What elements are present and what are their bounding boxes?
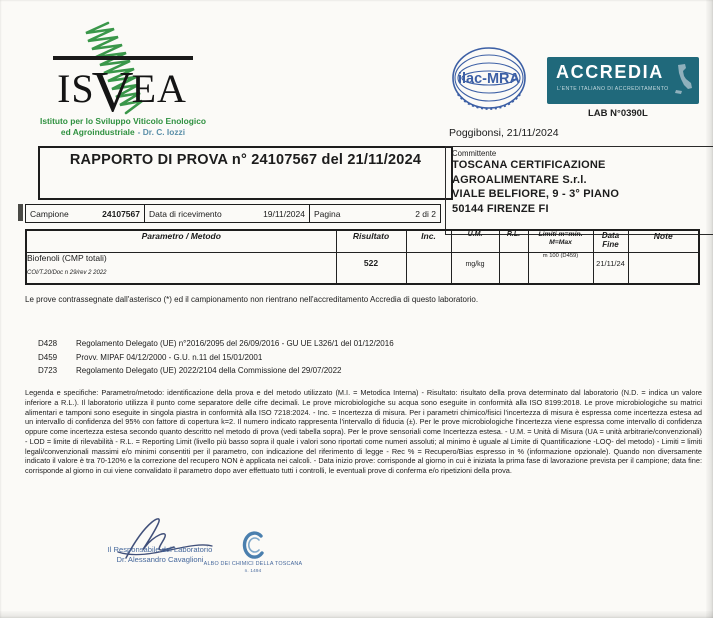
ilac-mra-label: ilac-MRA [457,71,521,87]
parametro-name: Biofenoli (CMP totali) [27,253,107,263]
albo-chimici-number: n. 1494 [244,567,262,573]
sample-info-bar [25,204,441,223]
cell-limiti: m 100 (D459) [528,253,593,285]
accreditation-note: Le prove contrassegnate dall'asterisco (*) ed il campionamento non rientrano nell'accreditamento Accredia di questo laboratorio. [25,295,479,304]
institute-name [3,116,243,138]
ricevimento-cell [144,205,309,222]
lab-manager-name: Dr. Alessandro Cavaglioni [116,554,204,564]
col-um: U.M. [451,230,499,253]
albo-chimici-label: ALBO DEI CHIMICI DELLA TOSCANA [203,561,303,567]
cell-data-fine: 21/11/24 [593,253,628,285]
logo-text-ea: EA [131,66,187,111]
col-rl: R.L. [499,230,528,253]
scan-artifact [18,204,23,221]
col-parametro-metodo: Parametro / Metodo [26,230,336,253]
committente-name-line2: AGROALIMENTARE S.r.l. [452,173,587,186]
institute-director: - Dr. C. Iozzi [137,127,186,137]
albo-chimici-logo-icon [240,530,266,560]
ilac-mra-stamp-icon [450,46,528,112]
report-title-box [38,146,453,200]
cell-um: mg/kg [451,253,499,285]
pagina-cell [309,205,440,222]
scan-edge-bottom [0,611,713,618]
col-note: Note [628,230,699,253]
committente-address: VIALE BELFIORE, 9 - 3° PIANO [452,188,620,200]
accredia-wordmark: ACCREDIA [556,62,664,82]
ricevimento-value: 19/11/2024 [263,208,305,219]
method-references [38,337,678,378]
col-data-fine: Data Fine [593,230,628,253]
place-and-date: Poggibonsi, 21/11/2024 [449,127,559,139]
pagina-label: Pagina [314,208,341,219]
col-risultato: Risultato [336,230,406,253]
committente-name-line1: TOSCANA CERTIFICAZIONE [452,159,606,171]
italy-map-icon [674,64,694,96]
campione-label: Campione [30,208,69,219]
logo-text-is: IS [57,66,95,111]
legend-text: Legenda e specifiche: Parametro/metodo: identificazione della prova e del metodo utilizzato (M.I. = Metodica Interna) - Risultato: risultato della prova determinato dal laboratorio (N.D. = indica un valore inferiore a R.L.). Il laboratorio utilizza il punto come separatore delle cifre decimali. Le prove microbiologiche su acqua sono eseguite in conformità alla ISO 8199:2018. Le prove microbiologiche su matrici alimentari e tamponi sono eseguite in singola piastra in conformità alla ISO 7218:2024. - Inc. = Incertezza di misura. Per i parametri chimico/fisici l'incertezza di misura è espressa come incertezza estesa ad un intervallo di confidenza del 95% con fattore di copertura k=2. Il numero indicato rappresenta l'intervallo di fiducia (±). Per le prove microbiologiche l'incertezza viene espressa come intervallo di confidenza oppure come incertezza estesa secondo quanto descritto nel metodo di prova (vedi tabella sopra). Per le prove sensoriali come Incertezza estesa. - U.M. = Unità di Misura (UA = unità arbitrarie/convenzionali) - LOD = limite di rilevabilità - R.L. = Reporting Limit (livello più basso sopra il quale i valori sono riportati come numeri assoluti; al minimo è uguale al Limite di Quantificazione -LOQ- del metodo) - Limiti = limiti legali/convenzionali massimi e/o minimi consentiti per il parametro, con indicazione del riferimento di legge - Rec % = Recupero/Bias espresso in % (informazione opzionale). Quando non diversamente indicato il valore è tra 70-120% e la correzione del recupero NON è applicata nei calcoli. - Data inizio prove: corrisponde al giorno in cui è iniziata la prima fase di lavorazione prevista per il campione; data fine: corrisponde al giorno in cui viene convalidato il parametro dopo aver effettuato tutti i controlli, le eventuali prove di conferma e/o ripetizioni della prova. [25,388,702,475]
pagina-value: 2 di 2 [415,208,436,219]
results-header-row [26,230,699,253]
cell-parametro [26,253,336,285]
reference-d428: D428 Regolamento Delegato (UE) n°2016/2095 del 26/09/2016 - GU UE L326/1 del 01/12/2016 [38,339,394,348]
reference-d459: D459 Provv. MIPAF 04/12/2000 - G.U. n.11 del 15/01/2001 [38,352,263,362]
cell-note [628,253,699,285]
campione-cell [26,205,144,222]
cell-risultato: 522 [336,253,406,285]
metodo-reference: COI/T.20/Doc n 29/rev 2 2022 [27,270,107,276]
results-table [25,229,700,285]
accredia-logo [547,57,699,104]
lab-manager-title: Il Responsabile del Laboratorio [107,545,213,554]
institute-line2: ed Agroindustriale - Dr. C. Iozzi [60,127,186,137]
cell-rl [499,253,528,285]
table-row [26,253,699,285]
col-limiti: Limiti m=min. M=Max [528,230,593,253]
scan-edge-right [706,0,713,618]
committente-city: 50144 FIRENZE FI [452,202,549,215]
ricevimento-label: Data di ricevimento [149,208,222,219]
report-title: RAPPORTO DI PROVA n° 24107567 del 21/11/2024 [69,152,422,168]
lab-number: LAB N°0390L [588,108,648,119]
reference-d723: D723 Regolamento Delegato (UE) 2022/2104 della Commissione del 29/07/2022 [38,366,342,375]
campione-value: 24107567 [102,208,140,219]
albo-chimici-label-block [192,561,314,574]
accredia-subtitle: L'ENTE ITALIANO DI ACCREDITAMENTO [557,86,669,92]
institute-line1: Istituto per lo Sviluppo Viticolo Enologico [40,116,206,126]
committente-label: Committente [452,149,497,158]
logo-text-v: V [91,59,135,124]
col-inc: Inc. [406,230,451,253]
cell-inc [406,253,451,285]
committente-box [445,146,713,235]
